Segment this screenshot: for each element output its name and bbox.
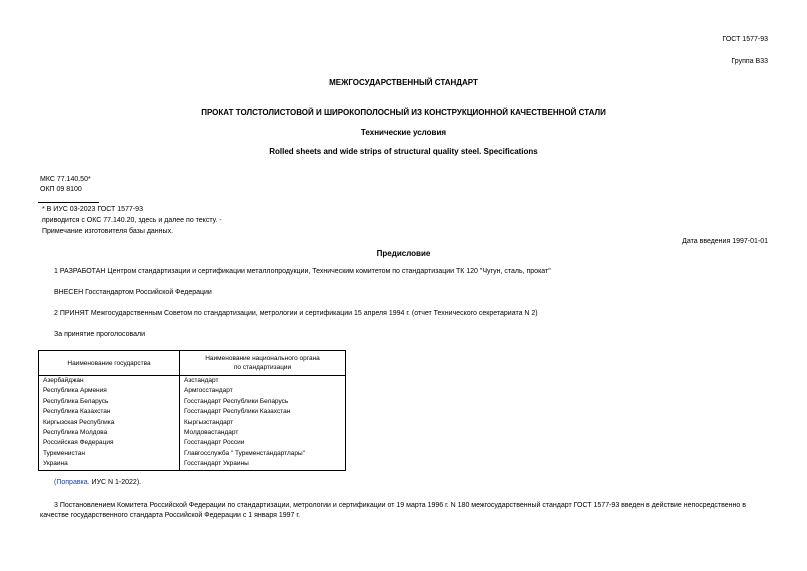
table-cell-state: Республика Казахстан bbox=[39, 407, 180, 417]
document-subtitle: Технические условия bbox=[360, 128, 447, 137]
mks-code: МКС 77.140.50* bbox=[40, 176, 91, 183]
table-header-body bbox=[180, 351, 346, 376]
table-header-body-line-2: по стандартизации bbox=[233, 364, 292, 371]
table-cell-state: Республика Беларусь bbox=[39, 397, 180, 407]
table-row bbox=[39, 418, 346, 428]
table-row bbox=[39, 397, 346, 407]
table-row bbox=[39, 376, 346, 387]
table-cell-state: Азербайджан bbox=[39, 376, 180, 387]
okp-code: ОКП 09 8100 bbox=[40, 186, 82, 193]
table-cell-state: Российская Федерация bbox=[39, 438, 180, 448]
correction-note bbox=[54, 479, 141, 486]
table-cell-state: Киргызская Республика bbox=[39, 418, 180, 428]
table-row bbox=[39, 386, 346, 396]
table-cell-body: Главгосслужба " Туркменстандартлары" bbox=[180, 449, 346, 459]
preface-paragraph-2: ВНЕСЕН Госстандартом Российской Федерации bbox=[54, 289, 212, 296]
preface-paragraph-4: За принятие проголосовали bbox=[54, 331, 146, 338]
table-row bbox=[39, 428, 346, 438]
correction-link[interactable]: (Поправка. bbox=[54, 479, 90, 486]
voting-states-table bbox=[38, 350, 346, 471]
table-cell-body: Армгосстандарт bbox=[180, 386, 346, 396]
table-cell-body: Молдовастандарт bbox=[180, 428, 346, 438]
preface-paragraph-1: 1 РАЗРАБОТАН Центром стандартизации и сертификации металлопродукции, Техническим комитетом по стандартизации ТК 120 "Чугун, сталь, прокат" bbox=[54, 268, 551, 275]
table-row bbox=[39, 459, 346, 470]
correction-text: ИУС N 1-2022). bbox=[89, 479, 142, 486]
table-cell-state: Республика Армения bbox=[39, 386, 180, 396]
table-cell-body: Госстандарт России bbox=[180, 438, 346, 448]
footnote-line-1: * В ИУС 03-2023 ГОСТ 1577-93 bbox=[42, 206, 143, 213]
table-cell-body: Азстандарт bbox=[180, 376, 346, 387]
document-group: Группа В33 bbox=[731, 58, 768, 65]
standard-type-title: МЕЖГОСУДАРСТВЕННЫЙ СТАНДАРТ bbox=[329, 78, 478, 87]
table-cell-body: Госстандарт Республики Беларусь bbox=[180, 397, 346, 407]
table-cell-state: Республика Молдова bbox=[39, 428, 180, 438]
table-header-body-line-1: Наименование национального органа bbox=[205, 355, 320, 362]
table-header-state: Наименование государства bbox=[39, 351, 180, 376]
footnote-line-3: Примечание изготовителя базы данных. bbox=[42, 228, 174, 235]
table-cell-body: Госстандарт Республики Казахстан bbox=[180, 407, 346, 417]
table-row bbox=[39, 438, 346, 448]
preface-paragraph-5-line-2: качестве государственного стандарта Российской Федерации с 1 января 1997 г. bbox=[40, 512, 301, 519]
table-cell-state: Украина bbox=[39, 459, 180, 470]
table-cell-body: Госстандарт Украины bbox=[180, 459, 346, 470]
document-title: ПРОКАТ ТОЛСТОЛИСТОВОЙ И ШИРОКОПОЛОСНЫЙ ИЗ КОНСТРУКЦИОННОЙ КАЧЕСТВЕННОЙ СТАЛИ bbox=[201, 108, 606, 117]
preface-paragraph-3: 2 ПРИНЯТ Межгосударственным Советом по стандартизации, метрологии и сертификации 15 апреля 1994 г. (отчет Технического секретариата N 2) bbox=[54, 310, 538, 317]
document-code: ГОСТ 1577-93 bbox=[722, 36, 768, 43]
table-row bbox=[39, 449, 346, 459]
english-title: Rolled sheets and wide strips of structural quality steel. Specifications bbox=[269, 147, 538, 156]
preface-paragraph-5-line-1: 3 Постановлением Комитета Российской Федерации по стандартизации, метрологии и сертификации от 19 марта 1996 г. N 180 межгосударственный стандарт ГОСТ 1577-93 введен в действие непосредственно в bbox=[54, 502, 746, 509]
table-row bbox=[39, 407, 346, 417]
preface-heading: Предисловие bbox=[376, 249, 431, 258]
introduction-date: Дата введения 1997-01-01 bbox=[682, 238, 768, 245]
footnote-divider bbox=[38, 202, 99, 203]
footnote-line-2: приводится с ОКС 77.140.20, здесь и далее по тексту. - bbox=[42, 217, 222, 224]
table-cell-body: Кыргызстандарт bbox=[180, 418, 346, 428]
table-cell-state: Туркменистан bbox=[39, 449, 180, 459]
